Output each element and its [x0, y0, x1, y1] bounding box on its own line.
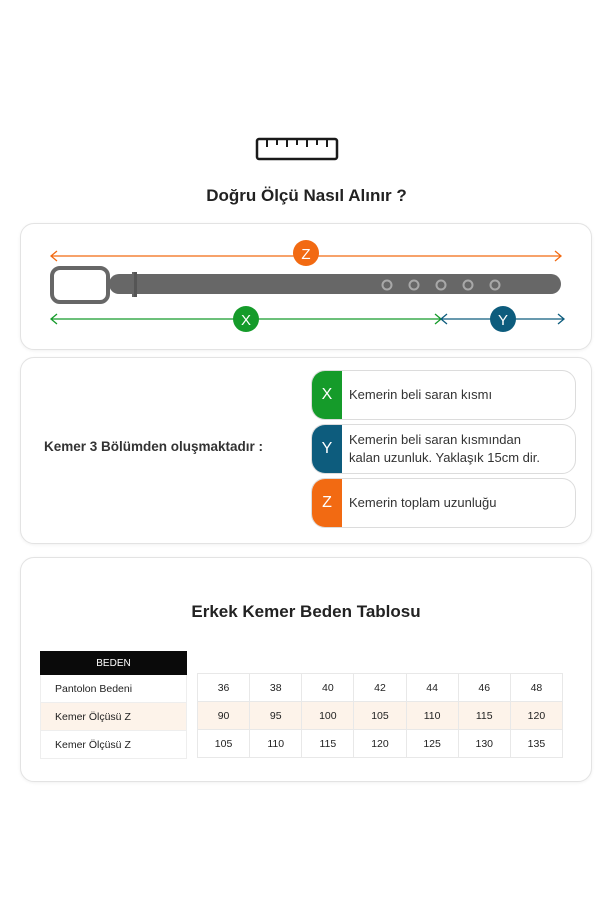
table-cell: 135	[510, 730, 562, 758]
part-y-line1: Kemerin beli saran kısmından	[349, 432, 521, 447]
table-row	[198, 702, 563, 730]
table-cell: 42	[354, 674, 406, 702]
table-cell: 110	[406, 702, 458, 730]
belt-parts-card	[20, 357, 592, 544]
table-cell: 40	[302, 674, 354, 702]
table-cell: 95	[250, 702, 302, 730]
z-badge-label: Z	[301, 246, 311, 263]
table-row	[41, 731, 187, 759]
belt-illustration	[52, 268, 561, 302]
table-cell: 130	[458, 730, 510, 758]
page-title: Doğru Ölçü Nasıl Alınır ?	[206, 186, 407, 205]
part-x-description	[342, 386, 492, 404]
table-cell: 46	[458, 674, 510, 702]
table-cell: 120	[510, 702, 562, 730]
belt-diagram-card	[20, 223, 592, 350]
part-z-description	[342, 494, 496, 512]
part-z-line1: Kemerin toplam uzunluğu	[349, 495, 497, 510]
part-x-item	[311, 370, 576, 420]
table-row	[198, 730, 563, 758]
part-y-tag: Y	[312, 425, 342, 473]
size-table-title: Erkek Kemer Beden Tablosu	[191, 602, 421, 621]
part-x-tag: X	[312, 371, 342, 419]
size-header-row	[41, 652, 187, 675]
part-x-line1: Kemerin beli saran kısmı	[349, 387, 493, 402]
part-y-item	[311, 424, 576, 474]
parts-lead-text: Kemer 3 Bölümden oluşmaktadır :	[44, 439, 264, 454]
table-cell: 115	[458, 702, 510, 730]
row-label: Pantolon Bedeni	[41, 675, 187, 703]
table-cell: 115	[302, 730, 354, 758]
table-row	[198, 674, 563, 702]
table-cell: 100	[302, 702, 354, 730]
table-cell: 105	[354, 702, 406, 730]
y-badge-label: Y	[497, 312, 509, 329]
belt-diagram	[21, 224, 591, 349]
table-cell: 38	[250, 674, 302, 702]
size-header-cell: BEDEN	[41, 652, 187, 675]
table-cell: 120	[354, 730, 406, 758]
table-row	[41, 675, 187, 703]
table-cell: 105	[198, 730, 250, 758]
part-y-description	[342, 431, 540, 467]
table-cell: 125	[406, 730, 458, 758]
part-y-line2: kalan uzunluk. Yaklaşık 15cm dir.	[349, 450, 541, 465]
size-label-column	[40, 651, 187, 759]
table-row	[41, 703, 187, 731]
table-cell: 48	[510, 674, 562, 702]
ruler-icon	[255, 136, 339, 162]
part-z-item	[311, 478, 576, 528]
size-table-card	[20, 557, 592, 782]
table-cell: 90	[198, 702, 250, 730]
table-cell: 110	[250, 730, 302, 758]
part-z-tag: Z	[312, 479, 342, 527]
x-badge-label: X	[240, 312, 252, 329]
size-values-table	[197, 673, 563, 758]
table-cell: 44	[406, 674, 458, 702]
row-label: Kemer Ölçüsü Z	[41, 731, 187, 759]
row-label: Kemer Ölçüsü Z	[41, 703, 187, 731]
table-cell: 36	[198, 674, 250, 702]
